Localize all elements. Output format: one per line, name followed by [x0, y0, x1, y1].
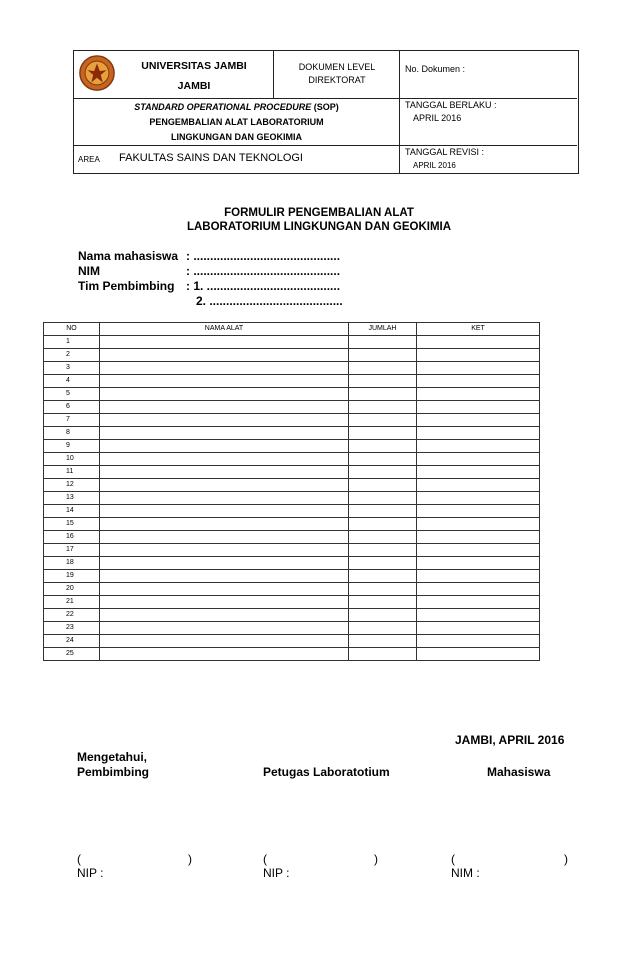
table-row [44, 570, 540, 583]
row-number: 24 [44, 635, 100, 648]
row-number: 20 [44, 583, 100, 596]
form-subtitle: LABORATORIUM LINGKUNGAN DAN GEOKIMIA [186, 221, 452, 233]
name-cell[interactable] [100, 570, 349, 583]
qty-cell[interactable] [349, 648, 417, 661]
qty-cell[interactable] [349, 466, 417, 479]
sign-paren-close-2: ) [374, 852, 378, 866]
row-number: 10 [44, 453, 100, 466]
name-cell[interactable] [100, 557, 349, 570]
note-cell[interactable] [417, 622, 540, 635]
table-row [44, 401, 540, 414]
row-number: 17 [44, 544, 100, 557]
col-header-name: NAMA ALAT [100, 323, 349, 336]
note-cell[interactable] [417, 609, 540, 622]
note-cell[interactable] [417, 570, 540, 583]
area-label: AREA [78, 155, 100, 164]
note-cell[interactable] [417, 375, 540, 388]
row-number: 21 [44, 596, 100, 609]
note-cell[interactable] [417, 401, 540, 414]
note-cell[interactable] [417, 414, 540, 427]
university-logo [78, 54, 116, 92]
qty-cell[interactable] [349, 557, 417, 570]
table-row [44, 414, 540, 427]
qty-cell[interactable] [349, 531, 417, 544]
name-cell[interactable] [100, 453, 349, 466]
name-cell[interactable] [100, 492, 349, 505]
col-header-no: NO [44, 323, 100, 336]
supervisor-nip: NIP : [77, 866, 104, 880]
note-cell[interactable] [417, 362, 540, 375]
note-cell[interactable] [417, 505, 540, 518]
name-cell[interactable] [100, 388, 349, 401]
student-nim: NIM : [451, 866, 480, 880]
row-number: 4 [44, 375, 100, 388]
sign-paren-open-2: ( [263, 852, 267, 866]
note-cell[interactable] [417, 518, 540, 531]
supervisor-1-field[interactable]: : 1. ........................................ [186, 279, 341, 293]
supervisor-sign-label: Pembimbing [77, 765, 150, 779]
qty-cell[interactable] [349, 544, 417, 557]
table-row [44, 336, 540, 349]
name-cell[interactable] [100, 362, 349, 375]
table-row [44, 596, 540, 609]
lab-officer-sign-label: Petugas Laboratotium [263, 765, 390, 779]
student-name-field[interactable]: : ............................................ [186, 249, 341, 263]
sop-header-box [73, 50, 579, 174]
table-row [44, 635, 540, 648]
name-cell[interactable] [100, 544, 349, 557]
row-number: 25 [44, 648, 100, 661]
row-number: 16 [44, 531, 100, 544]
note-cell[interactable] [417, 492, 540, 505]
student-name-label: Nama mahasiswa [78, 249, 179, 263]
table-row [44, 583, 540, 596]
table-row [44, 427, 540, 440]
effective-date-value: APRIL 2016 [413, 113, 462, 123]
sop-subtitle-2: LINGKUNGAN DAN GEOKIMIA [171, 132, 302, 142]
name-cell[interactable] [100, 375, 349, 388]
note-cell[interactable] [417, 557, 540, 570]
note-cell[interactable] [417, 479, 540, 492]
supervisor-label: Tim Pembimbing [78, 279, 175, 293]
name-cell[interactable] [100, 622, 349, 635]
student-sign-label: Mahasiswa [487, 765, 551, 779]
note-cell[interactable] [417, 466, 540, 479]
place-date: JAMBI, APRIL 2016 [455, 733, 565, 747]
table-row [44, 609, 540, 622]
doc-level-label: DOKUMEN LEVEL [298, 62, 376, 72]
table-row [44, 648, 540, 661]
sign-paren-close-1: ) [188, 852, 192, 866]
row-number: 2 [44, 349, 100, 362]
qty-cell[interactable] [349, 362, 417, 375]
name-cell[interactable] [100, 583, 349, 596]
table-row [44, 479, 540, 492]
table-row [44, 557, 540, 570]
qty-cell[interactable] [349, 427, 417, 440]
sop-subtitle-1: PENGEMBALIAN ALAT LABORATORIUM [149, 117, 324, 127]
table-row [44, 622, 540, 635]
doc-number-label: No. Dokumen : [405, 64, 466, 74]
qty-cell[interactable] [349, 609, 417, 622]
name-cell[interactable] [100, 531, 349, 544]
row-number: 15 [44, 518, 100, 531]
qty-cell[interactable] [349, 635, 417, 648]
table-row [44, 349, 540, 362]
qty-cell[interactable] [349, 570, 417, 583]
note-cell[interactable] [417, 427, 540, 440]
qty-cell[interactable] [349, 401, 417, 414]
name-cell[interactable] [100, 427, 349, 440]
note-cell[interactable] [417, 388, 540, 401]
row-number: 11 [44, 466, 100, 479]
qty-cell[interactable] [349, 505, 417, 518]
row-number: 18 [44, 557, 100, 570]
note-cell[interactable] [417, 453, 540, 466]
qty-cell[interactable] [349, 440, 417, 453]
row-number: 1 [44, 336, 100, 349]
name-cell[interactable] [100, 479, 349, 492]
qty-cell[interactable] [349, 414, 417, 427]
equipment-table [43, 322, 540, 661]
note-cell[interactable] [417, 440, 540, 453]
table-row [44, 362, 540, 375]
lab-officer-nip: NIP : [263, 866, 290, 880]
qty-cell[interactable] [349, 388, 417, 401]
supervisor-2-field[interactable]: 2. ........................................ [186, 294, 343, 308]
qty-cell[interactable] [349, 518, 417, 531]
name-cell[interactable] [100, 518, 349, 531]
acknowledged-label: Mengetahui, [77, 750, 148, 764]
table-row [44, 518, 540, 531]
area-value: FAKULTAS SAINS DAN TEKNOLOGI [119, 152, 303, 164]
qty-cell[interactable] [349, 349, 417, 362]
table-row [44, 531, 540, 544]
name-cell[interactable] [100, 596, 349, 609]
revision-date-value: APRIL 2016 [413, 161, 456, 170]
name-cell[interactable] [100, 401, 349, 414]
name-cell[interactable] [100, 440, 349, 453]
qty-cell[interactable] [349, 583, 417, 596]
name-cell[interactable] [100, 336, 349, 349]
sign-paren-open-1: ( [77, 852, 81, 866]
name-cell[interactable] [100, 505, 349, 518]
note-cell[interactable] [417, 596, 540, 609]
name-cell[interactable] [100, 414, 349, 427]
row-number: 14 [44, 505, 100, 518]
effective-date-label: TANGGAL BERLAKU : [405, 100, 497, 110]
qty-cell[interactable] [349, 375, 417, 388]
row-number: 13 [44, 492, 100, 505]
row-number: 12 [44, 479, 100, 492]
note-cell[interactable] [417, 531, 540, 544]
qty-cell[interactable] [349, 622, 417, 635]
form-title: FORMULIR PENGEMBALIAN ALAT [224, 207, 414, 219]
note-cell[interactable] [417, 349, 540, 362]
sign-paren-open-3: ( [451, 852, 455, 866]
row-number: 3 [44, 362, 100, 375]
name-cell[interactable] [100, 635, 349, 648]
doc-level-value: DIREKTORAT [308, 75, 366, 85]
row-number: 19 [44, 570, 100, 583]
qty-cell[interactable] [349, 336, 417, 349]
table-header-row [44, 323, 540, 336]
table-row [44, 453, 540, 466]
qty-cell[interactable] [349, 596, 417, 609]
row-number: 9 [44, 440, 100, 453]
table-row [44, 375, 540, 388]
table-row [44, 492, 540, 505]
name-cell[interactable] [100, 648, 349, 661]
revision-date-label: TANGGAL REVISI : [405, 147, 485, 157]
row-number: 22 [44, 609, 100, 622]
name-cell[interactable] [100, 349, 349, 362]
table-row [44, 505, 540, 518]
nim-label: NIM [78, 264, 100, 278]
note-cell[interactable] [417, 336, 540, 349]
row-number: 5 [44, 388, 100, 401]
nim-field[interactable]: : ............................................ [186, 264, 341, 278]
name-cell[interactable] [100, 609, 349, 622]
note-cell[interactable] [417, 635, 540, 648]
table-row [44, 440, 540, 453]
sop-title: STANDARD OPERATIONAL PROCEDURE (SOP) [134, 102, 339, 112]
table-row [44, 388, 540, 401]
row-number: 7 [44, 414, 100, 427]
qty-cell[interactable] [349, 453, 417, 466]
qty-cell[interactable] [349, 492, 417, 505]
row-number: 8 [44, 427, 100, 440]
sign-paren-close-3: ) [564, 852, 568, 866]
table-row [44, 466, 540, 479]
note-cell[interactable] [417, 648, 540, 661]
university-name: UNIVERSITAS JAMBI [141, 60, 247, 72]
row-number: 6 [44, 401, 100, 414]
name-cell[interactable] [100, 466, 349, 479]
qty-cell[interactable] [349, 479, 417, 492]
row-number: 23 [44, 622, 100, 635]
note-cell[interactable] [417, 583, 540, 596]
col-header-qty: JUMLAH [349, 323, 417, 336]
note-cell[interactable] [417, 544, 540, 557]
university-city: JAMBI [177, 80, 211, 92]
col-header-note: KET [417, 323, 540, 336]
table-row [44, 544, 540, 557]
